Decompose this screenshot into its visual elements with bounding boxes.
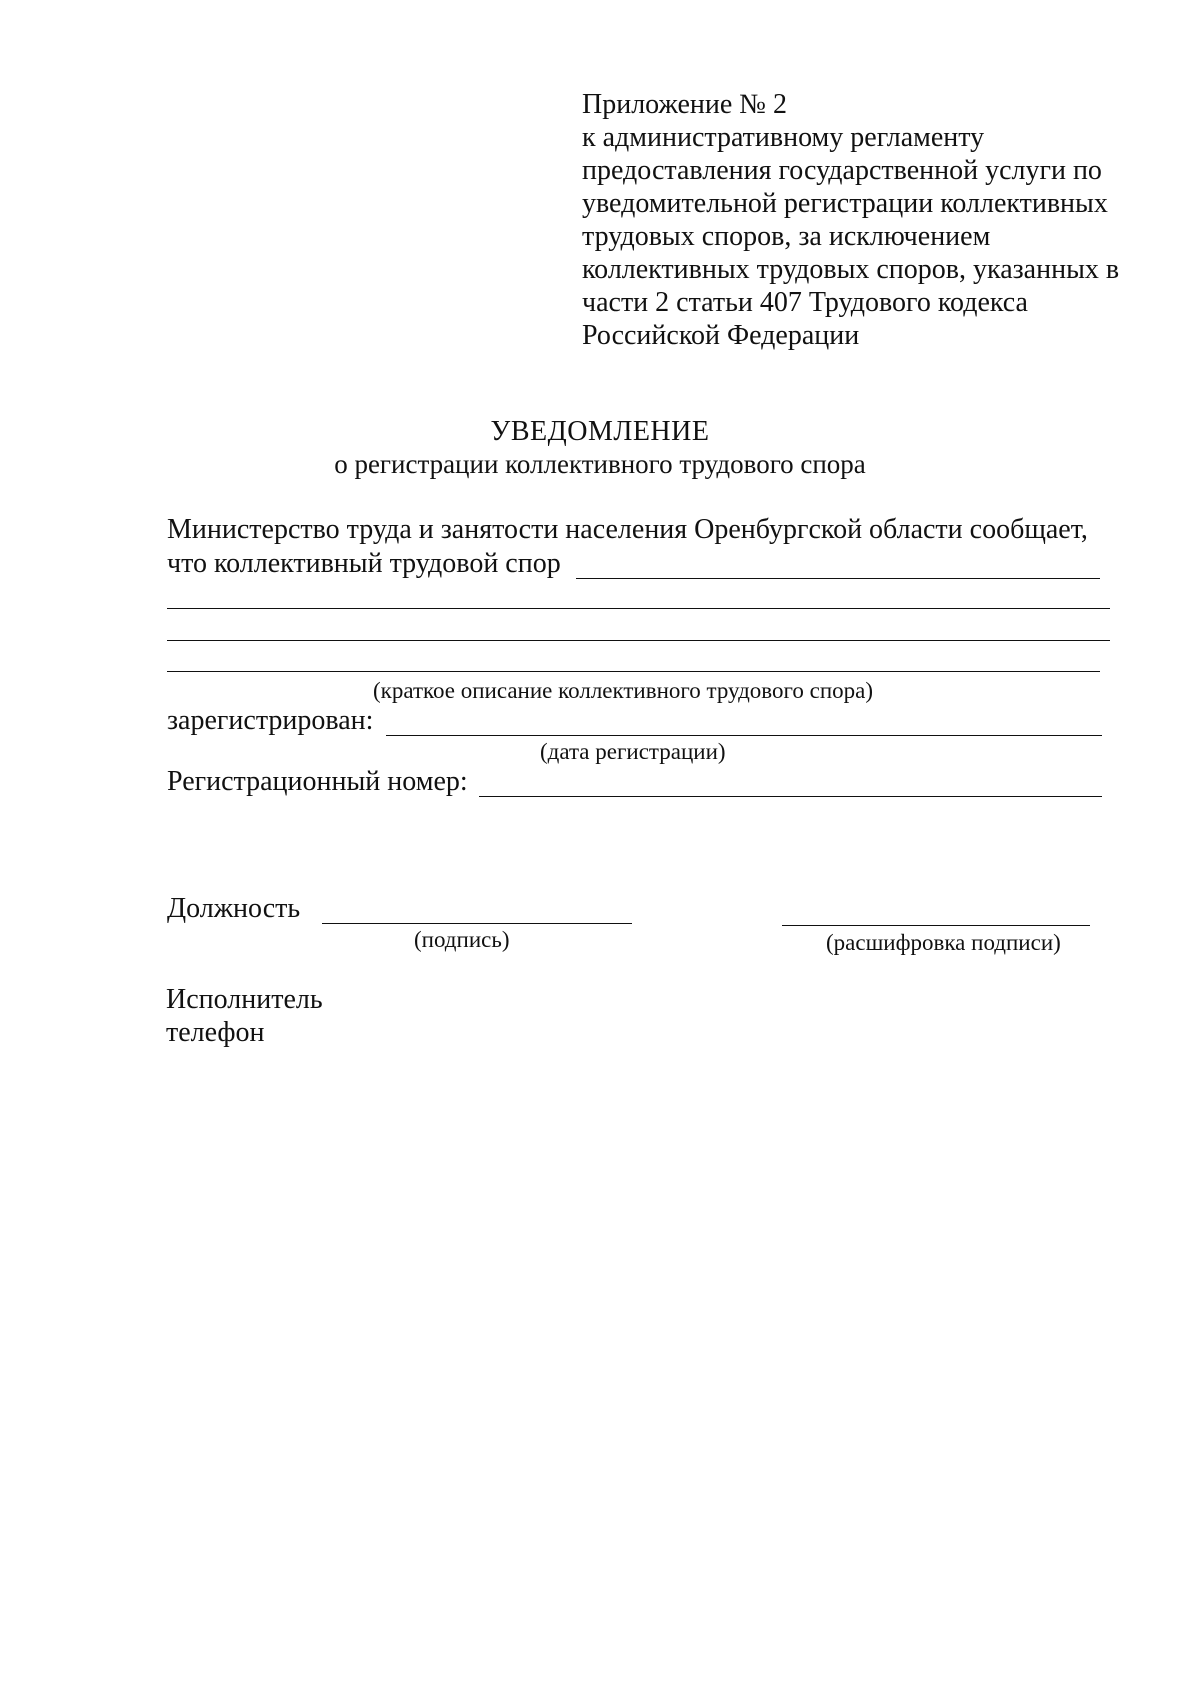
- dispute-description-line[interactable]: [167, 608, 1110, 609]
- appendix-line: части 2 статьи 407 Трудового кодекса: [582, 287, 1028, 318]
- registered-label: зарегистрирован:: [167, 705, 374, 736]
- signature-caption: (подпись): [414, 927, 510, 952]
- appendix-line: Приложение № 2: [582, 89, 787, 120]
- appendix-header: [582, 88, 1142, 352]
- intro-text: Министерство труда и занятости населения Оренбургской области сообщает,: [167, 514, 1088, 545]
- reg-number-label: Регистрационный номер:: [167, 766, 468, 797]
- appendix-line: коллективных трудовых споров, указанных в: [582, 254, 1120, 285]
- appendix-line: к административному регламенту: [582, 122, 985, 153]
- appendix-line: предоставления государственной услуги по: [582, 155, 1102, 186]
- intro-continued-text: что коллективный трудовой спор: [167, 548, 561, 579]
- dispute-description-line[interactable]: [167, 671, 1100, 672]
- notice-title: УВЕДОМЛЕНИЕ: [490, 416, 710, 447]
- signature-decoding-field[interactable]: [782, 925, 1090, 926]
- position-label: Должность: [167, 893, 301, 924]
- dispute-description-line[interactable]: [167, 640, 1110, 641]
- signature-field[interactable]: [322, 923, 632, 924]
- notice-subtitle: о регистрации коллективного трудового спора: [334, 449, 866, 479]
- registration-date-field[interactable]: [386, 735, 1102, 736]
- executor-label: Исполнитель: [166, 984, 323, 1015]
- date-caption: (дата регистрации): [540, 739, 726, 764]
- decoding-caption: (расшифровка подписи): [826, 930, 1061, 955]
- registration-number-field[interactable]: [479, 796, 1102, 797]
- appendix-line: уведомительной регистрации коллективных: [582, 188, 1108, 219]
- appendix-line: Российской Федерации: [582, 320, 860, 351]
- appendix-line: трудовых споров, за исключением: [582, 221, 991, 252]
- dispute-description-field[interactable]: [576, 578, 1100, 579]
- phone-label: телефон: [166, 1017, 265, 1048]
- description-caption: (краткое описание коллективного трудового спора): [373, 678, 873, 703]
